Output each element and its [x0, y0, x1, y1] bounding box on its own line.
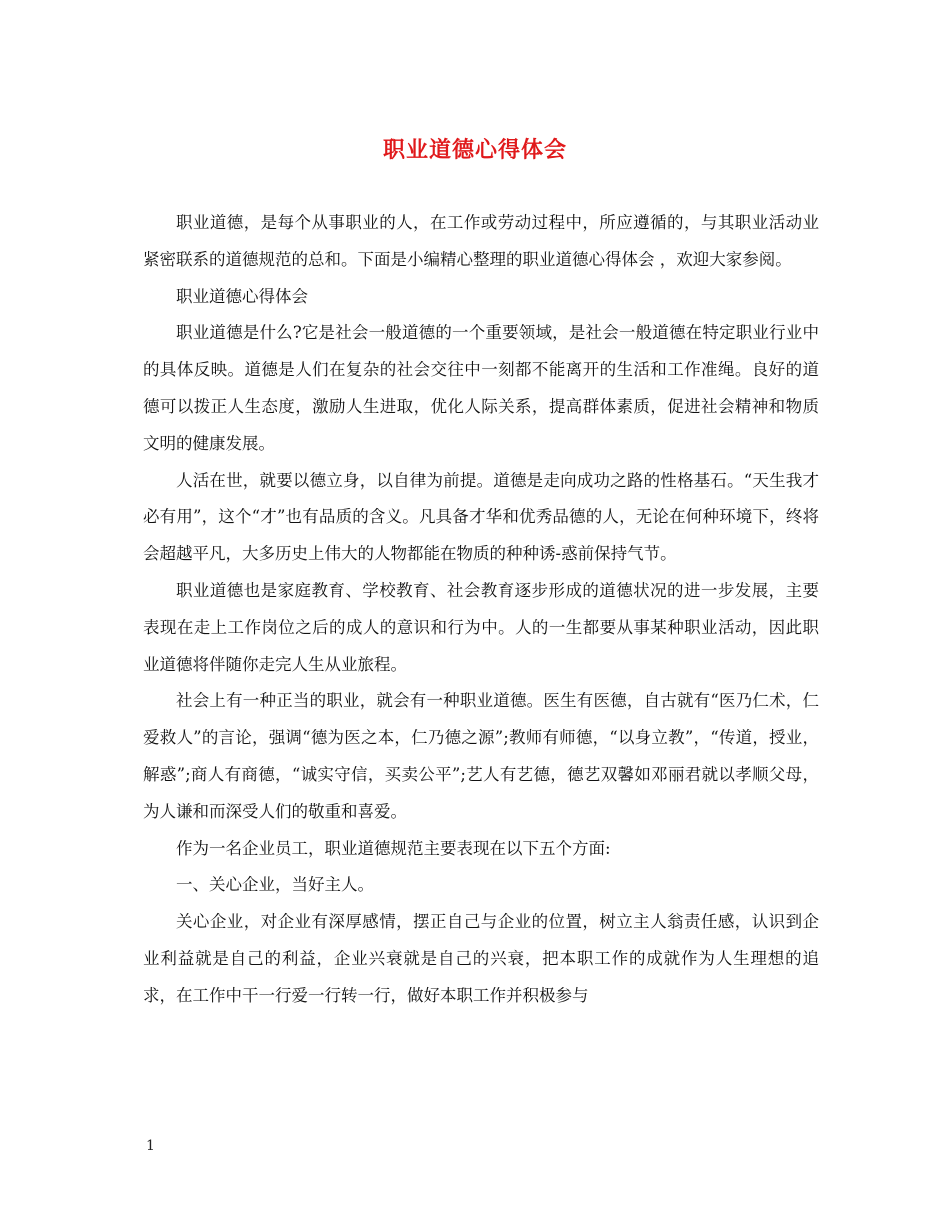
- document-body: [143, 205, 819, 1015]
- paragraph-intro: 职业道德，是每个从事职业的人，在工作或劳动过程中，所应遵循的，与其职业活动业紧密联系的道德规范的总和。下面是小编精心整理的职业道德心得体会 ，欢迎大家参阅。: [143, 213, 819, 269]
- paragraph-self-discipline: 人活在世，就要以德立身，以自律为前提。道德是走向成功之路的性格基石。“天生我才必有用”，这个“才”也有品质的含义。凡具备才华和优秀品德的人，无论在何种环境下，终将会超越平凡，大多历史上伟大的人物都能在物质的种种诱-惑前保持气节。: [143, 470, 819, 564]
- paragraph-what-is-ethics: 职业道德是什么?它是社会一般道德的一个重要领域，是社会一般道德在特定职业行业中的具体反映。道德是人们在复杂的社会交往中一刻都不能离开的生活和工作准绳。良好的道德可以拨正人生态度，激励人生进取，优化人际关系，提高群体素质，促进社会精神和物质文明的健康发展。: [143, 323, 819, 453]
- document-title: 职业道德心得体会: [382, 137, 567, 163]
- page-number: 1: [146, 1138, 155, 1154]
- paragraph-subheading: 职业道德心得体会: [176, 286, 308, 306]
- paragraph-care-enterprise: 关心企业，对企业有深厚感情，摆正自己与企业的位置，树立主人翁责任感，认识到企业利益就是自己的利益，企业兴衰就是自己的兴衰，把本职工作的成就作为人生理想的追求，在工作中干一行爱一行转一行，做好本职工作并积极参与: [143, 912, 819, 1005]
- paragraph-education: 职业道德也是家庭教育、学校教育、社会教育逐步形成的道德状况的进一步发展，主要表现在走上工作岗位之后的成人的意识和行为中。人的一生都要从事某种职业活动，因此职业道德将伴随你走完人生从业旅程。: [143, 580, 819, 674]
- paragraph-professions: 社会上有一种正当的职业，就会有一种职业道德。医生有医德，自古就有“医乃仁术，仁爱救人”的言论，强调“德为医之本，仁乃德之源”;教师有师德，“以身立教”，“传道，授业，解惑”;商人有商德，“诚实守信，买卖公平”;艺人有艺德，德艺双馨如邓丽君就以孝顺父母，为人谦和而深受人们的敬重和喜爱。: [143, 691, 819, 821]
- paragraph-five-aspects: 作为一名企业员工，职业道德规范主要表现在以下五个方面:: [176, 838, 611, 858]
- paragraph-section-one-heading: 一、关心企业，当好主人。: [176, 875, 374, 895]
